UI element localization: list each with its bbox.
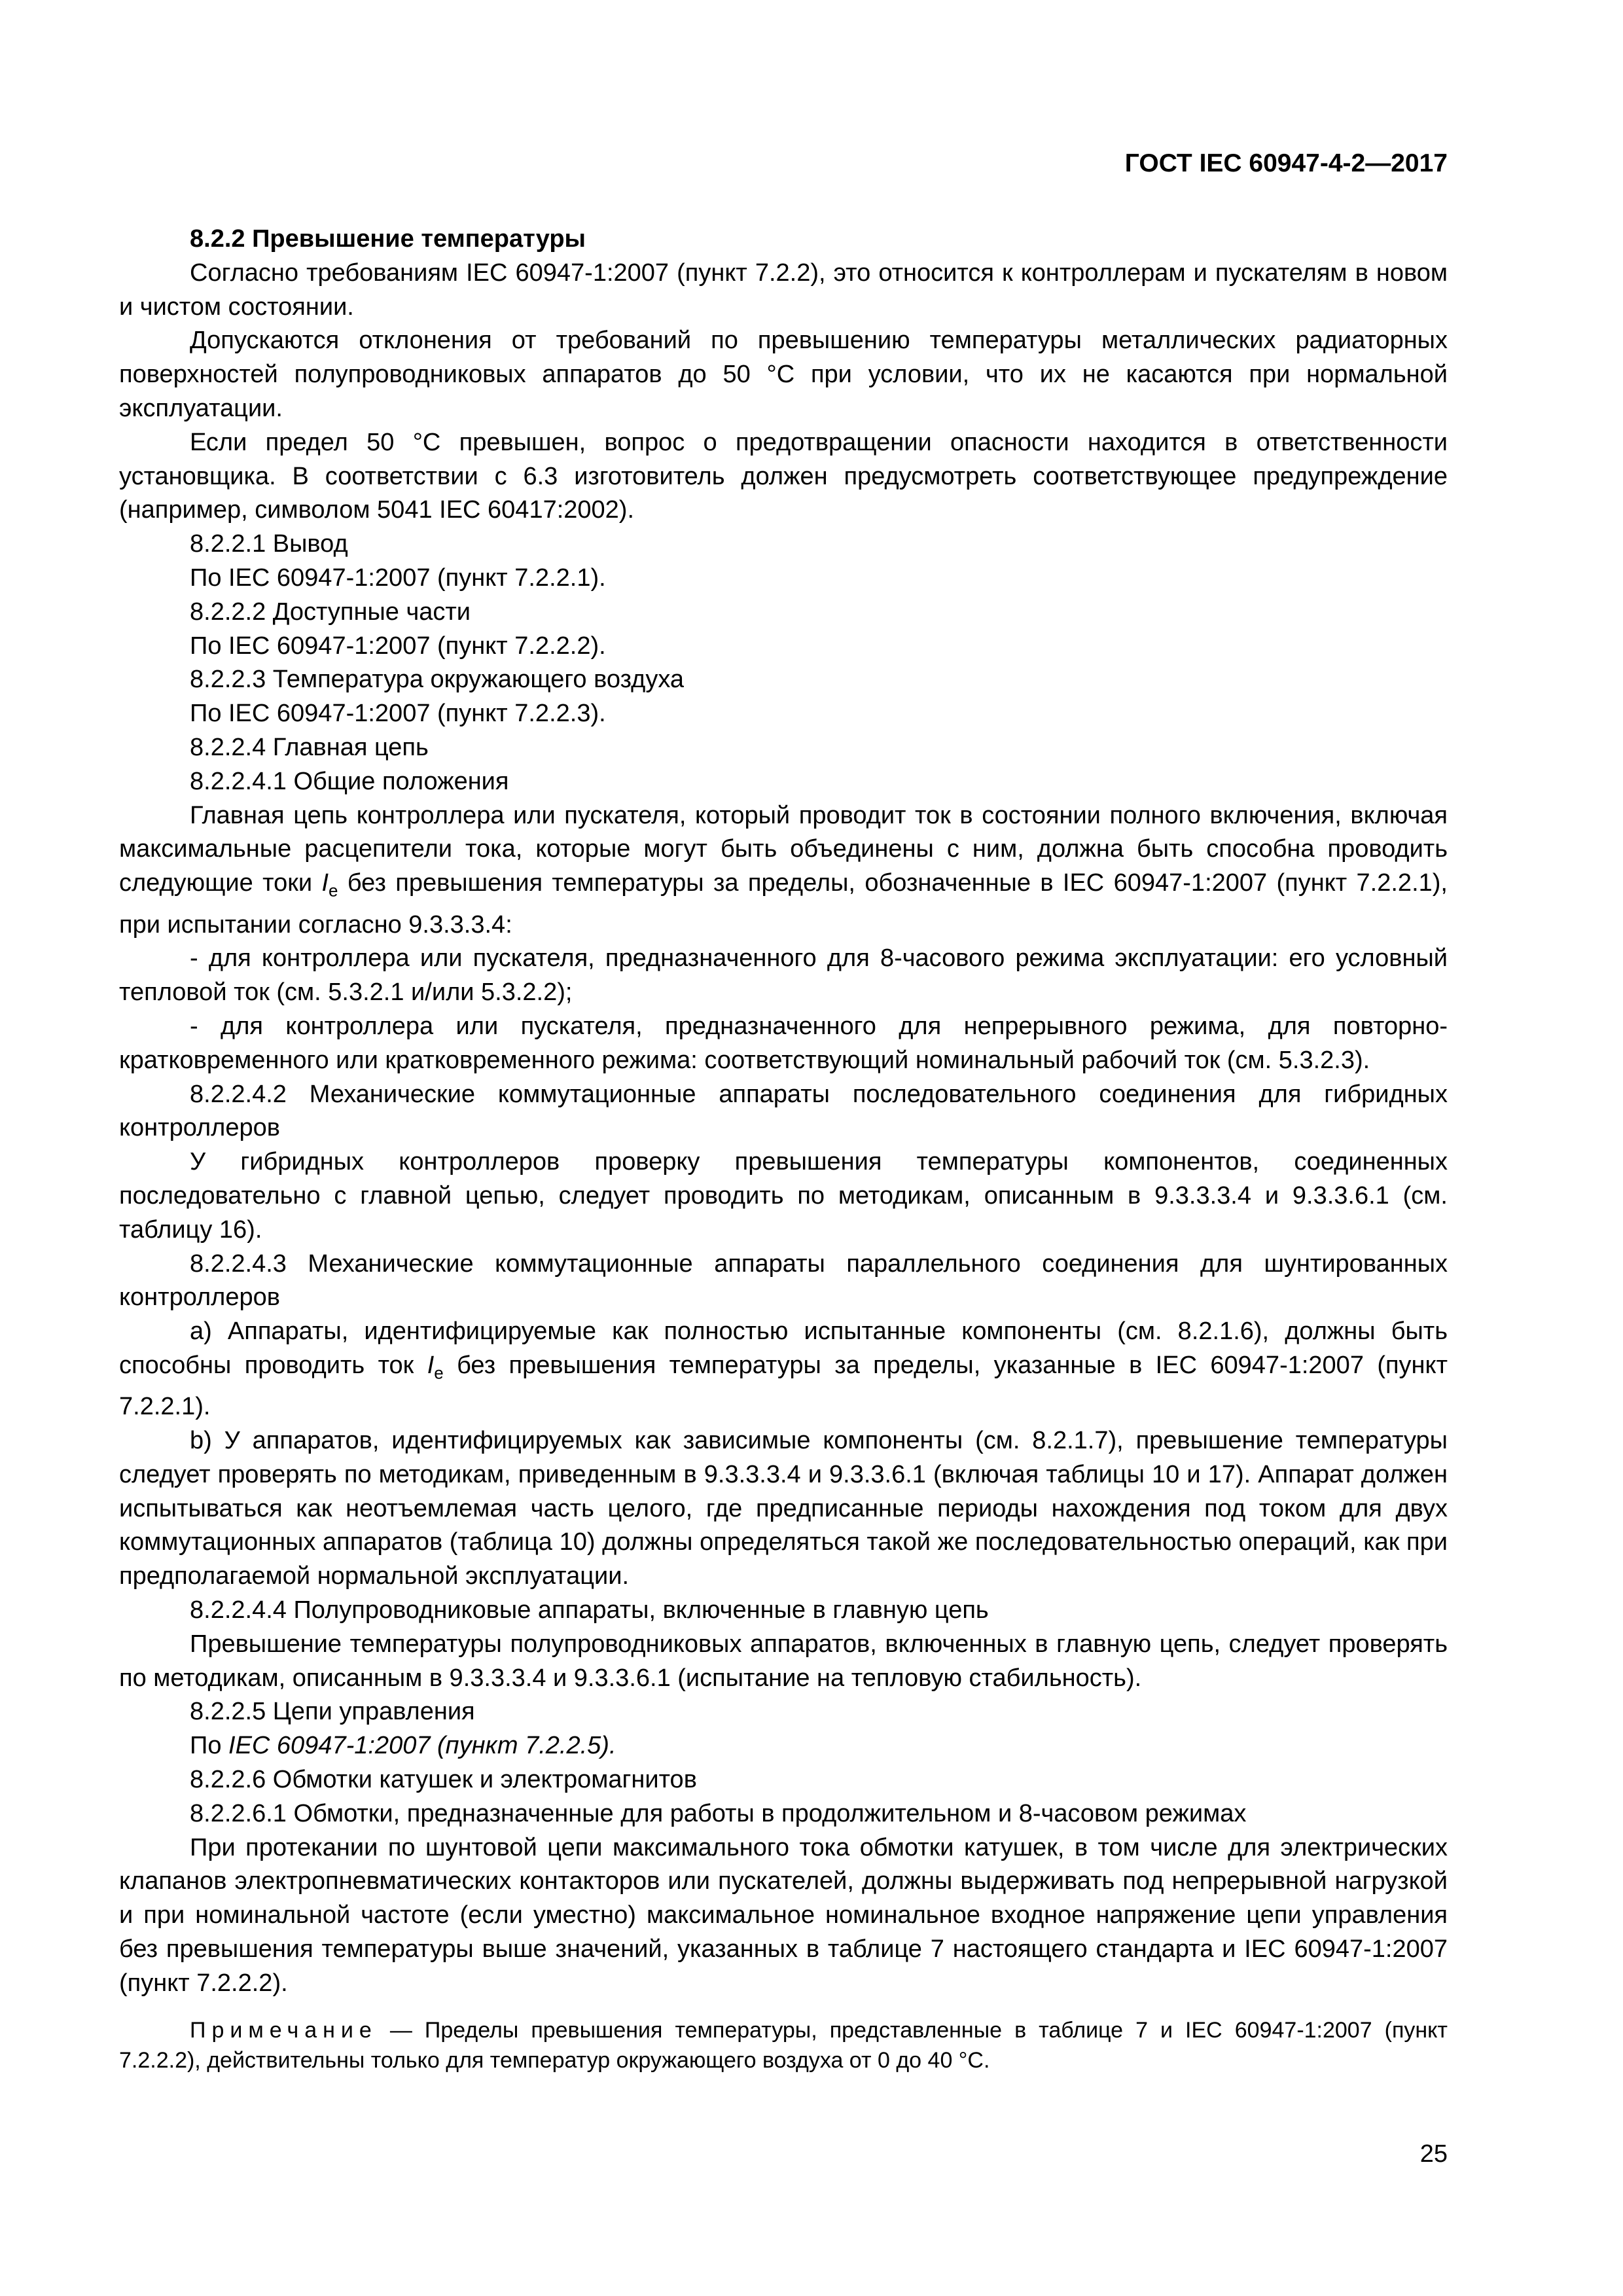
current-symbol: I <box>321 869 329 897</box>
text-part: Главная цепь контроллера или пускателя, который проводит ток в состоянии полного включения, включая максимальные расцепители тока, которые могут быть объединены с ним, должна быть способна проводить следующие токи <box>119 801 1448 897</box>
subsection-heading: 8.2.2.4.1 Общие положения <box>190 767 509 795</box>
subsection-heading: 8.2.2.4.2 Механические коммутационные аппараты последовательного соединения для гибридных контроллеров <box>119 1080 1448 1142</box>
paragraph: Согласно требованиям IEC 60947-1:2007 (пункт 7.2.2), это относится к контроллерам и пускателям в новом и чистом состоянии. <box>119 259 1448 321</box>
subsection-heading: 8.2.2.4 Главная цепь <box>190 733 429 761</box>
text-part: По <box>190 1732 222 1760</box>
note-text: — Пределы превышения температуры, представленные в таблице 7 и IEC 60947-1:2007 (пункт 7.2.2.2), действительны только для температур окружающего воздуха от 0 до 40 °С. <box>119 2017 1448 2073</box>
subsection-heading: 8.2.2.5 Цепи управления <box>190 1698 475 1726</box>
subsection-heading: 8.2.2.4.3 Механические коммутационные аппараты параллельного соединения для шунтированных контроллеров <box>119 1249 1448 1312</box>
paragraph: Если предел 50 °С превышен, вопрос о предотвращении опасности находится в ответственности установщика. В соответствии с 6.3 изготовитель должен предусмотреть соответствующее предупреждение (например, символом 5041 IEC 60417:2002). <box>119 428 1448 524</box>
subsection-heading: 8.2.2.1 Вывод <box>190 530 348 558</box>
subsection-heading: 8.2.2.6 Обмотки катушек и электромагнитов <box>190 1766 697 1794</box>
page-number: 25 <box>1419 2140 1448 2168</box>
section-heading: 8.2.2 Превышение температуры <box>190 225 586 253</box>
paragraph: При протекании по шунтовой цепи максимального тока обмотки катушек, в том числе для электрических клапанов электропневматических контакторов или пускателей, должны выдерживать под непрерывной нагрузкой и при номинальной частоте (если уместно) максимальное номинальное входное напряжение цепи управления без превышения температуры выше значений, указанных в таблице 7 настоящего стандарта и IEC 60947-1:2007 (пункт 7.2.2.2). <box>119 1833 1448 1997</box>
subsection-heading: 8.2.2.3 Температура окружающего воздуха <box>190 666 685 694</box>
text-part: без превышения температуры за пределы, указанные в IEC 60947-1:2007 (пункт 7.2.2.1). <box>119 1351 1448 1421</box>
list-item: - для контроллера или пускателя, предназначенного для 8-часового режима эксплуатации: его условный тепловой ток (см. 5.3.2.1 и/или 5.3.2.2); <box>119 944 1448 1007</box>
paragraph: Допускаются отклонения от требований по превышению температуры металлических радиаторных поверхностей полупроводниковых аппаратов до 50 °С при условии, что их не касаются при нормальной эксплуатации. <box>119 327 1448 422</box>
paragraph <box>119 799 1448 942</box>
list-item: - для контроллера или пускателя, предназначенного для непрерывного режима, для повторно-кратковременного или кратковременного режима: соответствующий номинальный рабочий ток (см. 5.3.2.3). <box>119 1012 1448 1074</box>
paragraph <box>119 1315 1448 1424</box>
subsection-heading: 8.2.2.4.4 Полупроводниковые аппараты, включенные в главную цепь <box>190 1596 989 1624</box>
paragraph: По IEC 60947-1:2007 (пункт 7.2.2.3). <box>190 700 606 728</box>
document-body <box>119 223 1448 2075</box>
current-symbol: I <box>427 1351 435 1379</box>
note-label: Примечание <box>190 2017 378 2043</box>
paragraph: По IEC 60947-1:2007 (пункт 7.2.2.1). <box>190 564 606 592</box>
subsection-heading: 8.2.2.6.1 Обмотки, предназначенные для работы в продолжительном и 8-часовом режимах <box>190 1799 1247 1827</box>
paragraph <box>119 1729 1448 1763</box>
italic-reference: IEC 60947-1:2007 (пункт 7.2.2.5). <box>228 1732 616 1760</box>
paragraph: Превышение температуры полупроводниковых аппаратов, включенных в главную цепь, следует проверять по методикам, описанным в 9.3.3.3.4 и 9.3.3.6.1 (испытание на тепловую стабильность). <box>119 1630 1448 1692</box>
text-part: без превышения температуры за пределы, обозначенные в IEC 60947-1:2007 (пункт 7.2.2.1), при испытании согласно 9.3.3.3.4: <box>119 869 1448 939</box>
paragraph: b) У аппаратов, идентифицируемых как зависимые компоненты (см. 8.2.1.7), превышение температуры следует проверять по методикам, приведенным в 9.3.3.3.4 и 9.3.3.6.1 (включая таблицы 10 и 17). Аппарат должен испытываться как неотъемлемая часть целого, где предписанные периоды нахождения под током для двух коммутационных аппаратов (таблица 10) должны определяться такой же последовательностью операций, как при предполагаемой нормальной эксплуатации. <box>119 1427 1448 1590</box>
note <box>119 2015 1448 2075</box>
text-part: а) Аппараты, идентифицируемые как полностью испытанные компоненты (см. 8.2.1.6), должны быть способны проводить ток <box>119 1318 1448 1379</box>
paragraph: По IEC 60947-1:2007 (пункт 7.2.2.2). <box>190 632 606 660</box>
subsection-heading: 8.2.2.2 Доступные части <box>190 598 471 626</box>
current-subscript: e <box>329 880 338 901</box>
document-header: ГОСТ IEC 60947-4-2—2017 <box>1124 149 1448 177</box>
current-subscript: e <box>434 1363 444 1383</box>
paragraph: У гибридных контроллеров проверку превышения температуры компонентов, соединенных последовательно с главной цепью, следует проводить по методикам, описанным в 9.3.3.3.4 и 9.3.3.6.1 (см. таблицу 16). <box>119 1148 1448 1244</box>
